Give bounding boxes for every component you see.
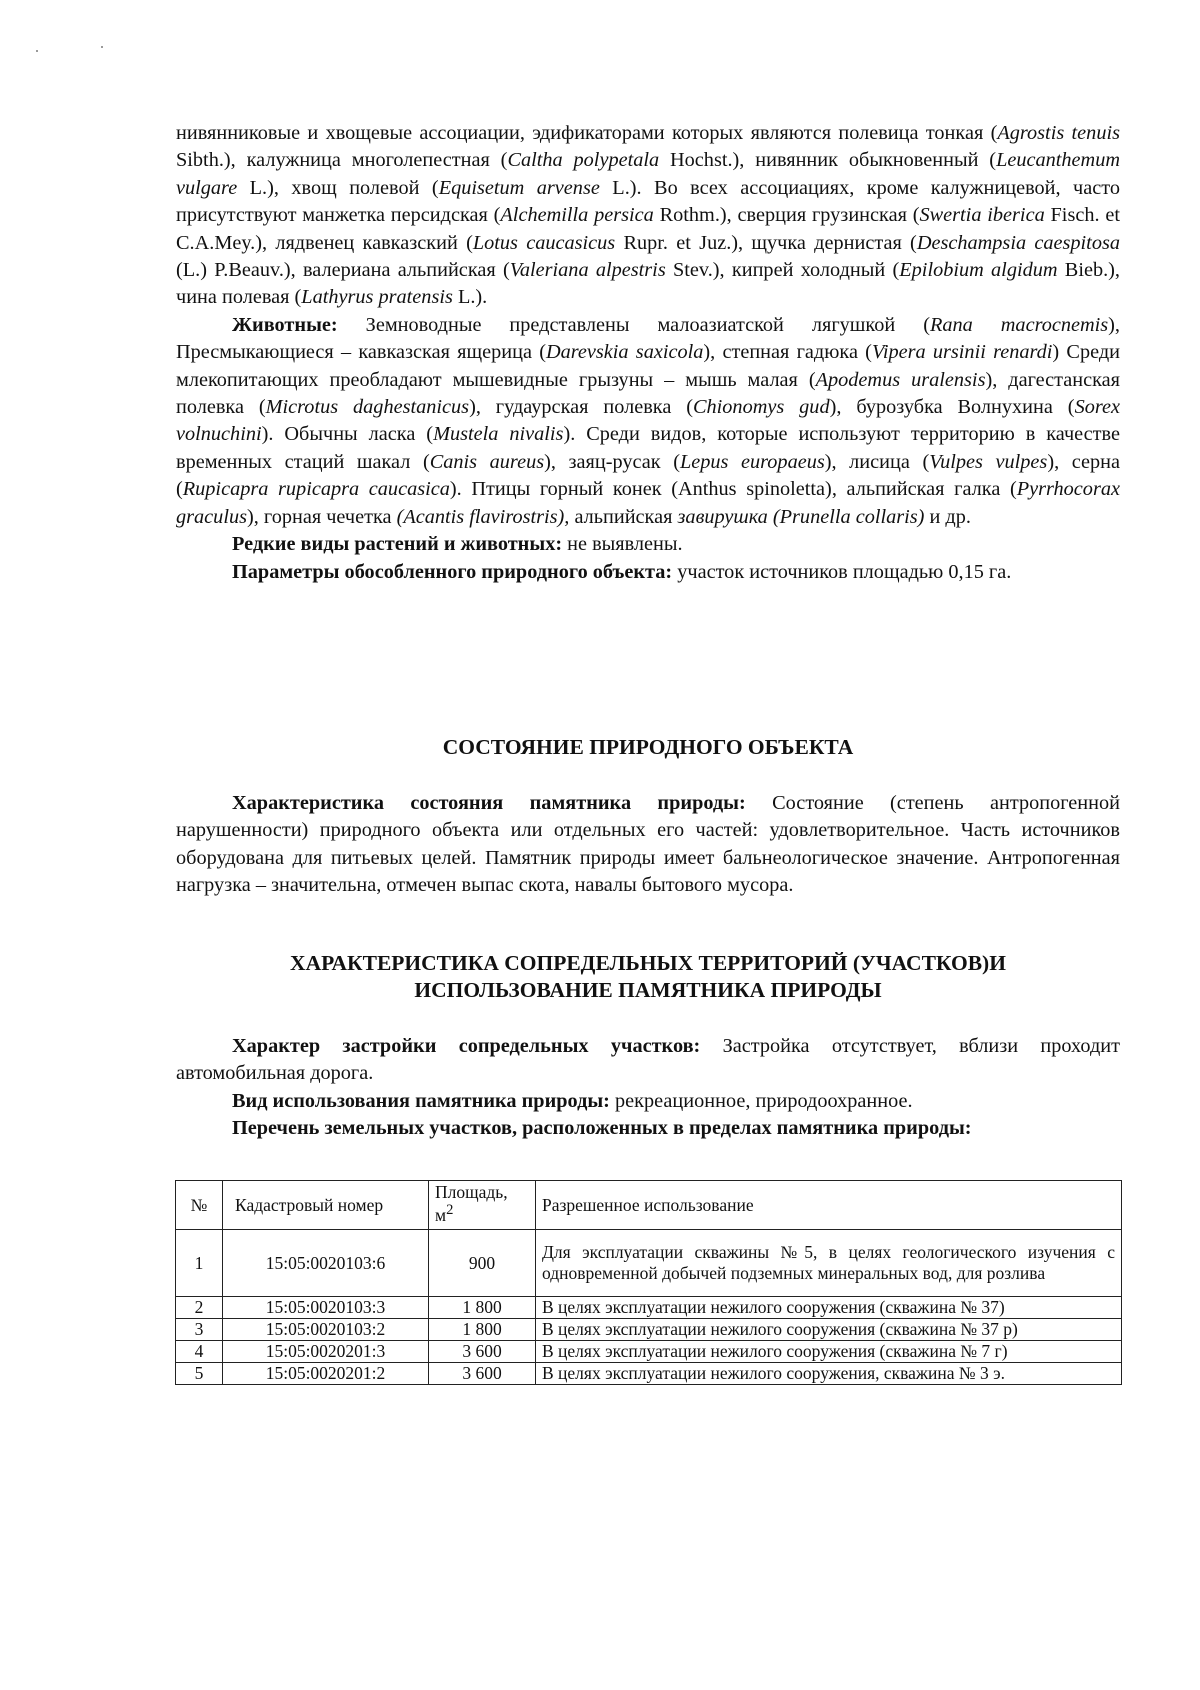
bold-label-text: Животные: <box>232 313 338 336</box>
table-row <box>176 1230 1122 1297</box>
cell-number: 4 <box>176 1341 223 1363</box>
bold-label-text: Параметры обособленного природного объекта: <box>232 560 673 583</box>
header-area-exponent: 2 <box>446 1202 454 1218</box>
cell-area: 3 600 <box>429 1363 536 1385</box>
header-area-label: Площадь, <box>435 1182 508 1202</box>
text-run: (L.) P.Beauv.), валериана альпийская ( <box>176 259 510 282</box>
text-run: участок источников площадью 0,15 га. <box>672 560 1012 583</box>
text-run: Застройка отсутствует, вблизи проходит автомобильная дорога. <box>176 1035 1120 1085</box>
cell-permitted-use: В целях эксплуатации нежилого сооружения, скважина № 3 э. <box>536 1363 1122 1385</box>
cell-number: 5 <box>176 1363 223 1385</box>
latin-name-text: Leucanthemum vulgare <box>176 149 1120 199</box>
text-run: альпийская <box>569 505 678 528</box>
latin-name-text: Alchemilla persica <box>500 204 654 227</box>
latin-name-text: Chionomys gud <box>692 396 830 419</box>
latin-name-text: Rana macrocnemis <box>929 313 1109 336</box>
text-run: Rupr. et Juz.), щучка дернистая ( <box>615 231 917 254</box>
cell-permitted-use: В целях эксплуатации нежилого сооружения (скважина № 37) <box>536 1297 1122 1319</box>
paragraph-land-plots-list <box>176 1115 1120 1142</box>
latin-name-text: Microtus daghestanicus <box>265 396 470 419</box>
latin-name-text: Rupicapra rupicapra caucasica <box>182 478 450 501</box>
text-run: ), гудаурская полевка ( <box>469 396 693 419</box>
paragraph-flora <box>176 120 1120 312</box>
text-run: Stev.), кипрей холодный ( <box>665 259 900 282</box>
heading-line: ХАРАКТЕРИСТИКА СОПРЕДЕЛЬНЫХ ТЕРРИТОРИЙ (УЧАСТКОВ)И <box>290 951 1006 975</box>
scan-speck <box>36 50 38 52</box>
cell-permitted-use: В целях эксплуатации нежилого сооружения (скважина № 7 г) <box>536 1341 1122 1363</box>
latin-name-text: Deschampsia caespitosa <box>916 231 1120 254</box>
latin-name-text: Swertia iberica <box>919 204 1045 227</box>
bold-label-text: Характер застройки сопредельных участков: <box>232 1035 701 1057</box>
text-run: Sibth.), калужница многолепестная ( <box>176 149 508 172</box>
bold-label-text: Вид использования памятника природы: <box>232 1089 610 1112</box>
latin-name-text: Vulpes vulpes <box>929 450 1048 473</box>
latin-name-text: Agrostis tenuis <box>997 122 1120 144</box>
paragraph-state-characteristics <box>176 790 1120 900</box>
cell-area: 1 800 <box>429 1319 536 1341</box>
latin-name-text: Canis aureus <box>429 450 545 473</box>
text-run: L.). Во всех ассоциациях, кроме калужницевой, часто присутствуют манжетка персидская ( <box>176 176 1120 227</box>
cell-area: 1 800 <box>429 1297 536 1319</box>
cell-permitted-use: Для эксплуатации скважины №5, в целях геологического изучения с одновременной добычей подземных минеральных вод, для розлива <box>536 1230 1122 1297</box>
text-run: ), серна ( <box>176 450 1120 501</box>
latin-name-text: Valeriana alpestris <box>509 259 666 282</box>
text-run: ), дагестанская полевка ( <box>176 368 1120 419</box>
heading-object-state: СОСТОЯНИЕ ПРИРОДНОГО ОБЪЕКТА <box>442 735 854 759</box>
cell-number: 3 <box>176 1319 223 1341</box>
paragraph-usage <box>176 1088 1120 1115</box>
bold-label-text: Редкие виды растений и животных: <box>232 533 563 556</box>
header-area <box>429 1181 536 1230</box>
latin-name-text: Sorex volnuchini <box>176 396 1120 446</box>
text-run: и др. <box>924 505 971 528</box>
latin-name-text: Lepus europaeus <box>679 450 825 473</box>
text-run: L.). <box>452 286 488 309</box>
latin-name-text: (Acantis flavirostris), <box>396 505 570 528</box>
text-run: ) Среди млекопитающих преобладают мышевидные грызуны – мышь малая ( <box>176 341 1120 391</box>
cell-permitted-use: В целях эксплуатации нежилого сооружения (скважина № 37 р) <box>536 1319 1122 1341</box>
latin-name-text: Pyrrhocorax graculus <box>176 478 1120 528</box>
latin-name-text: Mustela nivalis <box>433 423 564 446</box>
header-cadastral-number: Кадастровый номер <box>223 1181 429 1230</box>
latin-name-text: Lathyrus pratensis <box>301 286 453 309</box>
table-row <box>176 1341 1122 1363</box>
body-text-adjacent <box>176 1033 1120 1143</box>
cell-number: 1 <box>176 1230 223 1297</box>
text-run: Rothm.), сверция грузинская ( <box>653 204 920 227</box>
header-permitted-use: Разрешенное использование <box>536 1181 1122 1230</box>
bold-label-text: Характеристика состояния памятника природы: <box>232 792 746 814</box>
heading-adjacent-territories <box>176 950 1120 1004</box>
text-run: ), лисица ( <box>824 450 930 473</box>
text-run: Земноводные представлены малоазиатской лягушкой ( <box>337 313 930 336</box>
heading-line: ИСПОЛЬЗОВАНИЕ ПАМЯТНИКА ПРИРОДЫ <box>414 978 882 1002</box>
latin-name-text: Lotus caucasicus <box>472 231 616 254</box>
cell-number: 2 <box>176 1297 223 1319</box>
body-text-state <box>176 790 1120 900</box>
cell-cadastral-number: 15:05:0020201:3 <box>223 1341 429 1363</box>
text-run: Состояние (степень антропогенной нарушенности) природного объекта или отдельных его частей: удовлетворительное. Часть источников оборудована для питьевых целей. Памятник природы имеет бальнеологическое значение. Антропогенная нагрузка – значительна, отмечен выпас скота, навалы бытового мусора. <box>176 792 1120 897</box>
text-run: ), горная чечетка <box>246 505 397 528</box>
text-run: Bieb.), чина полевая ( <box>176 259 1120 309</box>
scan-speck <box>101 46 103 48</box>
latin-name-text: Vipera ursinii renardi <box>871 341 1053 364</box>
cell-area: 3 600 <box>429 1341 536 1363</box>
text-run: ), бурозубка Волнухина ( <box>829 396 1075 419</box>
paragraph-animals <box>176 312 1120 531</box>
cell-cadastral-number: 15:05:0020103:3 <box>223 1297 429 1319</box>
table-header-row <box>176 1181 1122 1230</box>
cell-cadastral-number: 15:05:0020103:2 <box>223 1319 429 1341</box>
header-area-unit: м <box>435 1204 447 1225</box>
latin-name-text: завирушка (Prunella collaris) <box>677 505 925 528</box>
bold-label-text: Перечень земельных участков, расположенных в пределах памятника природы: <box>232 1117 972 1140</box>
body-text-top <box>176 120 1120 586</box>
header-number: № <box>176 1181 223 1230</box>
text-run: не выявлены. <box>562 533 683 556</box>
text-run: Hochst.), нивянник обыкновенный ( <box>659 149 997 172</box>
latin-name-text: Darevskia saxicola <box>545 341 704 364</box>
latin-name-text: Equisetum arvense <box>438 176 600 199</box>
paragraph-rare-species <box>176 531 1120 558</box>
latin-name-text: Epilobium algidum <box>899 259 1058 282</box>
text-run: Fisch. et C.A.Mey.), лядвенец кавказский ( <box>176 204 1120 254</box>
text-run: ). Обычны ласка ( <box>261 423 434 446</box>
text-run: ), степная гадюка ( <box>703 341 872 364</box>
text-run: ), Пресмыкающиеся – кавказская ящерица ( <box>176 313 1120 364</box>
paragraph-development <box>176 1033 1120 1088</box>
latin-name-text: Caltha polypetala <box>507 149 660 172</box>
table-row <box>176 1297 1122 1319</box>
text-run: рекреационное, природоохранное. <box>609 1089 913 1112</box>
text-run: ). Среди видов, которые используют территорию в качестве временных стаций шакал ( <box>176 423 1121 473</box>
cell-cadastral-number: 15:05:0020201:2 <box>223 1363 429 1385</box>
text-run: нивянниковые и хвощевые ассоциации, эдификаторами которых являются полевица тонкая ( <box>176 122 998 144</box>
cell-cadastral-number: 15:05:0020103:6 <box>223 1230 429 1297</box>
paragraph-object-parameters <box>176 559 1120 586</box>
text-run: ), заяц-русак ( <box>544 450 680 473</box>
table-row <box>176 1363 1122 1385</box>
text-run: L.), хвощ полевой ( <box>237 176 439 199</box>
text-run: ). Птицы горный конек (Anthus spinoletta), альпийская галка ( <box>449 478 1017 501</box>
land-plots-table <box>175 1180 1122 1385</box>
table-row <box>176 1319 1122 1341</box>
latin-name-text: Apodemus uralensis <box>815 368 986 391</box>
cell-area: 900 <box>429 1230 536 1297</box>
